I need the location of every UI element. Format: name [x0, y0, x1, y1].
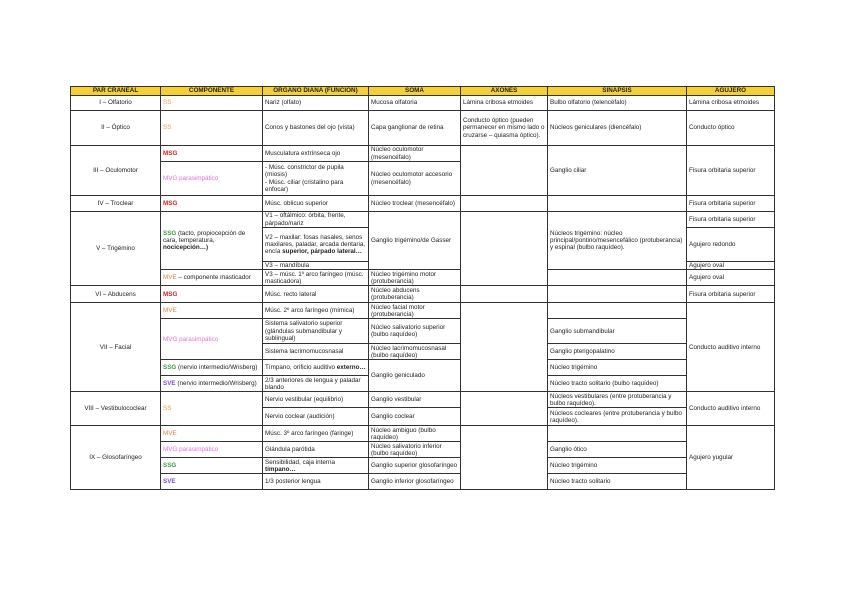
component-label: SVE: [163, 478, 176, 486]
component-label: SSG: [163, 364, 177, 372]
synapse-cell: Núcleos vestibulares (entre protuberancia y bulbo raquídeo).: [548, 392, 687, 408]
organ-cell: Conos y bastones del ojo (vista): [263, 111, 369, 146]
component-label: SS: [163, 99, 172, 107]
component-detail-bold: nocicepción…): [163, 244, 209, 252]
component-cell: [161, 360, 263, 376]
organ-cell: 2/3 anteriores de lengua y paladar blando: [263, 376, 369, 392]
organ-cell: 1/3 posterior lengua: [263, 474, 369, 490]
organ-cell: Sistema salivatorio superior (glándulas submandibular y sublingual): [263, 319, 369, 344]
table-row: [71, 442, 775, 458]
axon-cell-empty: [461, 196, 548, 212]
organ-cell: Músc. oblicuo superior: [263, 196, 369, 212]
nerve-cell: IV – Troclear: [71, 196, 161, 212]
component-label: SVE: [163, 380, 176, 388]
foramen-cell: Fisura orbitaria superior: [687, 146, 775, 196]
synapse-cell-empty: [548, 196, 687, 212]
synapse-cell: Bulbo olfatorio (telencéfalo): [548, 96, 687, 111]
synapse-cell: Ganglio ciliar: [548, 146, 687, 196]
organ-cell: V3 – mandíbula: [263, 262, 369, 270]
organ-text-bold: tímpano…: [265, 465, 296, 473]
foramen-cell: Agujero oval: [687, 270, 775, 286]
header-organo-diana: ORGANO DIANA (FUNCION): [263, 87, 369, 96]
component-label: MSG: [163, 199, 178, 207]
header-par-craneal: PAR CRANEAL: [71, 87, 161, 96]
soma-cell: Núcleo ambiguo (bulbo raquídeo): [369, 426, 461, 442]
soma-cell: Núcleo oculomotor accesorio (mesencéfalo): [369, 162, 461, 196]
axon-cell: Lámina cribosa etmoides: [461, 96, 548, 111]
component-cell: [161, 146, 263, 162]
nerve-cell: VIII – Vestibulococlear: [71, 392, 161, 426]
organ-text: Sensibilidad, caja interna: [265, 458, 336, 466]
synapse-cell: Núcleo trigémino: [548, 458, 687, 474]
component-label: MVG parasimpático: [163, 335, 219, 343]
component-cell: [161, 96, 263, 111]
foramen-cell: Agujero redondo: [687, 228, 775, 262]
table-row: [71, 96, 775, 111]
synapse-cell: Núcleos trigémino: núcleo principal/pontino/mesencefálico (protuberancia) y espinal (bulbo raquídeo).: [548, 212, 687, 270]
component-cell: [161, 474, 263, 490]
soma-cell: Núcleo lacrimomucosnasal (bulbo raquídeo): [369, 344, 461, 360]
foramen-cell: Fisura orbitaria superior: [687, 196, 775, 212]
component-label: MVE: [163, 274, 177, 282]
axon-cell-empty: [461, 303, 548, 392]
soma-cell: Ganglio vestibular: [369, 392, 461, 408]
foramen-cell: Lámina cribosa etmoides: [687, 96, 775, 111]
organ-cell: Músc. recto lateral: [263, 286, 369, 303]
component-cell: [161, 303, 263, 319]
synapse-cell: Ganglio ótico: [548, 442, 687, 458]
organ-text-bold: superior, párpado lateral…: [282, 248, 362, 256]
component-label: MVE: [163, 430, 177, 438]
component-label: MSG: [163, 149, 178, 157]
header-axones: AXONES: [461, 87, 548, 96]
table-row: [71, 146, 775, 162]
component-detail: (nervio intermedio/Wrisberg): [176, 364, 258, 372]
component-cell: [161, 286, 263, 303]
cranial-nerves-table: [70, 86, 775, 490]
soma-cell: Núcleo salivatorio superior (bulbo raquídeo): [369, 319, 461, 344]
organ-cell: Sistema lacrimomucosnasal: [263, 344, 369, 360]
organ-cell: V1 – oftálmico: órbita, frente, párpado/nariz: [263, 212, 369, 228]
organ-cell: Glándula parótida: [263, 442, 369, 458]
component-detail: (nervio intermedio/Wrisberg): [175, 380, 257, 388]
component-cell: [161, 319, 263, 360]
organ-text: V2 – maxilar: fosas nasales, senos maxilares, paladar, arcada dentaria, encía: [265, 233, 366, 256]
organ-cell: Nervio vestibular (equilibrio): [263, 392, 369, 408]
header-componente: COMPONENTE: [161, 87, 263, 96]
soma-cell: Núcleo trigémino motor (protuberancia): [369, 270, 461, 286]
component-label: MSG: [163, 290, 178, 298]
foramen-cell: Conducto auditivo interno: [687, 392, 775, 426]
component-detail: – componente masticador: [176, 274, 251, 282]
header-soma: SOMA: [369, 87, 461, 96]
axon-cell-empty: [461, 286, 548, 303]
foramen-cell: Agujero oval: [687, 262, 775, 270]
component-label: SSG: [163, 462, 177, 470]
soma-cell: Ganglio coclear: [369, 408, 461, 426]
organ-text: Tímpano, orificio auditivo: [265, 364, 337, 372]
soma-cell: Núcleo abducens (protuberancia): [369, 286, 461, 303]
table-row: [71, 474, 775, 490]
axon-cell-empty: [461, 212, 548, 286]
header-agujero: AGUJERO: [687, 87, 775, 96]
component-label: MVE: [163, 307, 177, 315]
component-cell: [161, 162, 263, 196]
component-cell: [161, 376, 263, 392]
soma-cell: Núcleo facial motor (protuberancia): [369, 303, 461, 319]
table-row: [71, 196, 775, 212]
nerve-cell: III – Oculomotor: [71, 146, 161, 196]
foramen-cell: Fisura orbitaria superior: [687, 286, 775, 303]
foramen-cell: Conducto óptico: [687, 111, 775, 146]
component-cell: [161, 196, 263, 212]
organ-cell: V3 – músc. 1º arco faríngeo (músc. masticadora): [263, 270, 369, 286]
organ-cell: Músc. 3º arco faríngeo (faringe): [263, 426, 369, 442]
soma-cell: Capa ganglionar de retina: [369, 111, 461, 146]
synapse-cell: Núcleo trigémino: [548, 360, 687, 376]
soma-cell: Núcleo oculomotor (mesencéfalo): [369, 146, 461, 162]
component-cell: [161, 458, 263, 474]
component-cell: [161, 270, 263, 286]
table-row: [71, 458, 775, 474]
nerve-cell: V – Trigémino: [71, 212, 161, 286]
organ-text-bold: externo…: [336, 364, 366, 372]
synapse-cell-empty: [548, 270, 687, 286]
soma-cell: Ganglio superior glosofaríngeo: [369, 458, 461, 474]
component-cell: [161, 392, 263, 426]
table-row: [71, 392, 775, 408]
synapse-cell-empty: [548, 286, 687, 303]
nerve-cell: IX – Glosofaríngeo: [71, 426, 161, 490]
synapse-cell: Núcleo tracto solitario (bulbo raquídeo): [548, 376, 687, 392]
soma-cell: Núcleo troclear (mesencéfalo): [369, 196, 461, 212]
table-row: [71, 319, 775, 344]
organ-cell: Nariz (olfato): [263, 96, 369, 111]
organ-cell: Músc. 2º arco faríngeo (mímica): [263, 303, 369, 319]
nerve-cell: I – Olfatorio: [71, 96, 161, 111]
synapse-cell: Ganglio pterigopalatino: [548, 344, 687, 360]
table-row: [71, 286, 775, 303]
component-label: MVG parasimpático: [163, 446, 219, 454]
component-label: SS: [163, 124, 172, 132]
nerve-cell: II – Óptico: [71, 111, 161, 146]
organ-cell: [263, 458, 369, 474]
component-label: SSG: [163, 229, 177, 237]
foramen-cell: Agujero yugular: [687, 426, 775, 490]
synapse-cell-empty: [548, 426, 687, 442]
soma-cell: Ganglio trigémino/de Gasser: [369, 212, 461, 270]
axon-cell-empty: [461, 392, 548, 426]
component-detail: (tacto, propiocepción de cara, temperatura,: [163, 229, 246, 244]
organ-cell: [263, 360, 369, 376]
component-cell: [161, 442, 263, 458]
component-label: SS: [163, 405, 172, 413]
foramen-cell: Fisura orbitaria superior: [687, 212, 775, 228]
table-row: [71, 270, 775, 286]
soma-cell: Núcleo salivatorio inferior (bulbo raquídeo): [369, 442, 461, 458]
component-cell: [161, 212, 263, 270]
organ-cell: Nervio coclear (audición): [263, 408, 369, 426]
table-row: [71, 426, 775, 442]
soma-cell: Ganglio inferior glosofaríngeo: [369, 474, 461, 490]
component-cell: [161, 426, 263, 442]
soma-cell: Ganglio geniculado: [369, 360, 461, 392]
nerve-cell: VI – Abducens: [71, 286, 161, 303]
nerve-cell: VII – Facial: [71, 303, 161, 392]
axon-cell: Conducto óptico (pueden permanecer en mismo lado o cruzarse – quiasma óptico).: [461, 111, 548, 146]
synapse-cell-empty: [548, 303, 687, 319]
table-row: [71, 212, 775, 228]
component-label: MVG parasimpático: [163, 174, 219, 182]
synapse-cell: Núcleos geniculares (diencéfalo): [548, 111, 687, 146]
synapse-cell: Núcleo tracto solitario: [548, 474, 687, 490]
foramen-cell: Conducto auditivo interno: [687, 303, 775, 392]
table-row: [71, 360, 775, 376]
synapse-cell: Ganglio submandibular: [548, 319, 687, 344]
table-row: [71, 111, 775, 146]
organ-cell: - Músc. constrictor de pupila (miosis) - Músc. ciliar (cristalino para enfocar): [263, 162, 369, 196]
soma-cell: Mucosa olfatoria: [369, 96, 461, 111]
component-cell: [161, 111, 263, 146]
synapse-cell: Núcleos cocleares (entre protuberancia y bulbo raquídeo).: [548, 408, 687, 426]
header-sinapsis: SINAPSIS: [548, 87, 687, 96]
organ-cell: [263, 228, 369, 262]
axon-cell-empty: [461, 146, 548, 196]
organ-cell: Musculatura extrínseca ojo: [263, 146, 369, 162]
table-row: [71, 303, 775, 319]
header-row: [71, 87, 775, 96]
axon-cell-empty: [461, 426, 548, 490]
